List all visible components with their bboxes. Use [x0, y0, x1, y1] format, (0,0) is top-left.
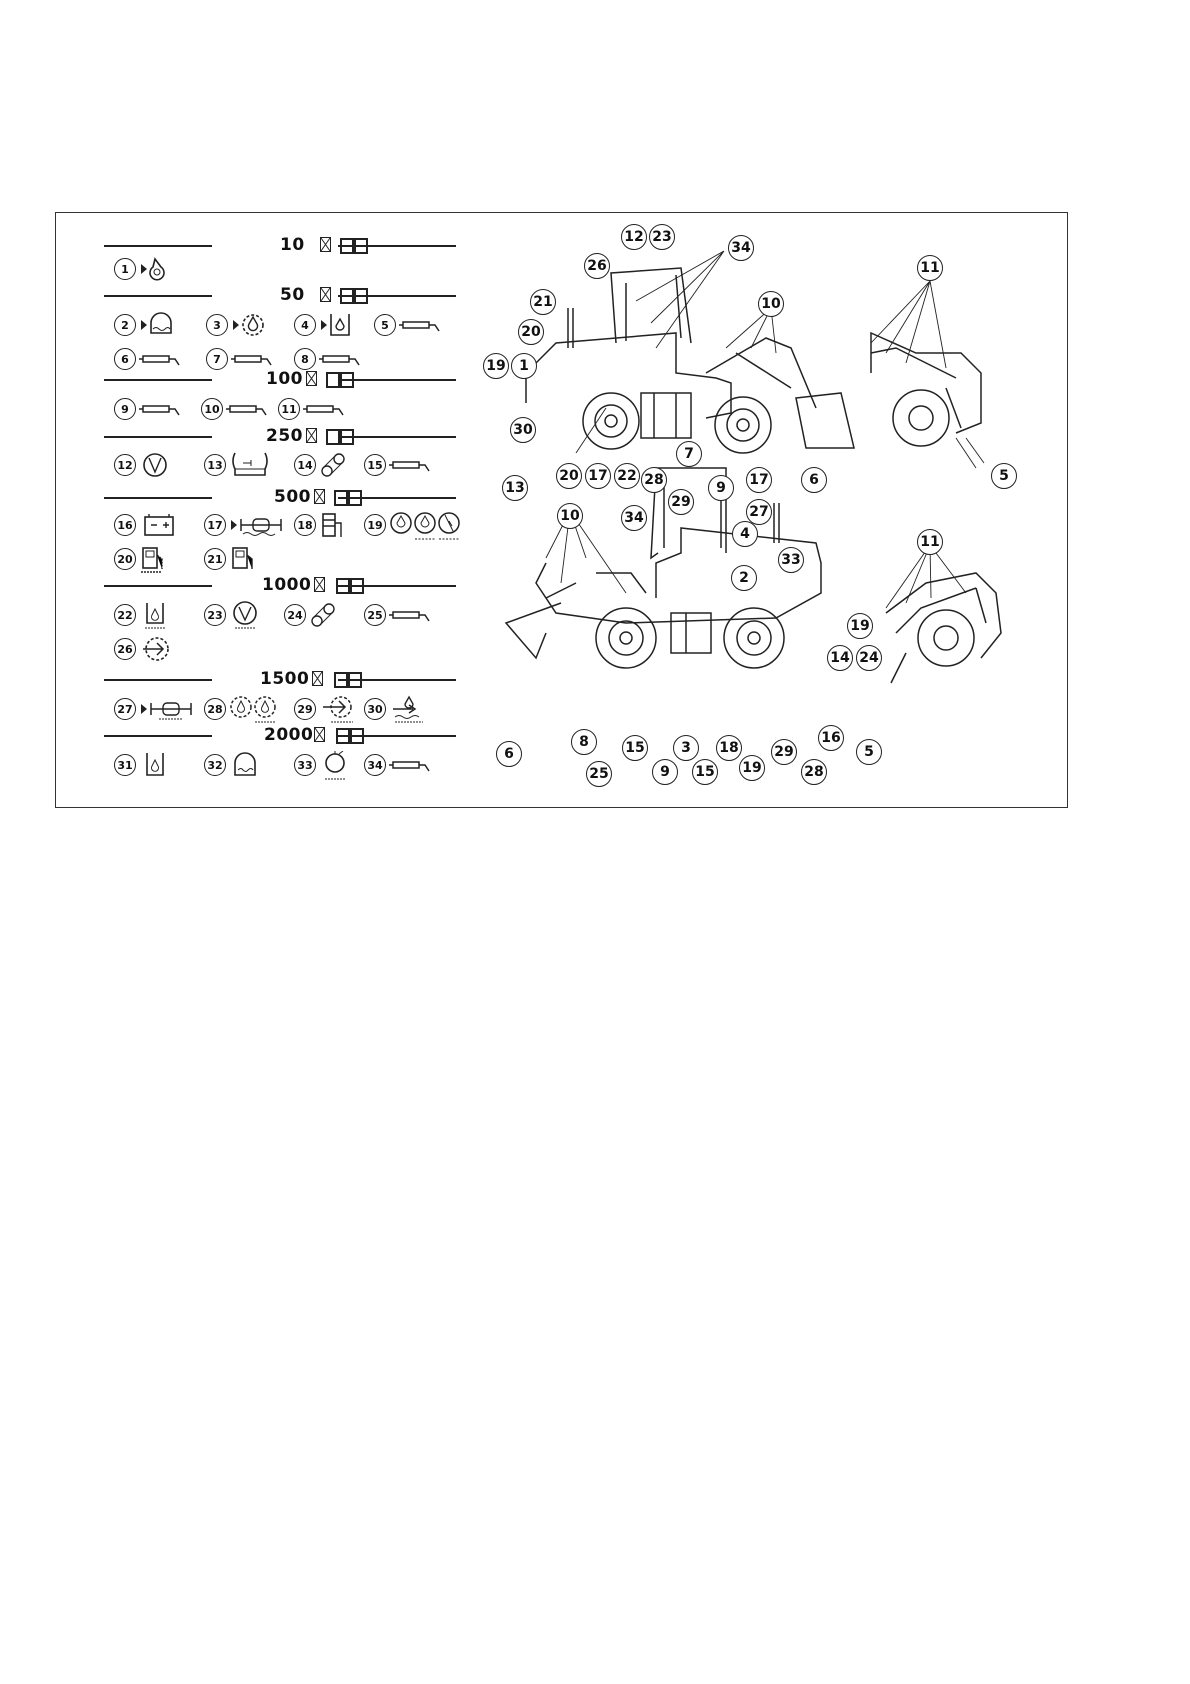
interval-header-50h	[104, 285, 456, 307]
callout-29: 29	[668, 489, 694, 515]
item-number-badge: 1	[114, 258, 136, 280]
interval-hours: 250	[266, 426, 303, 446]
coolant-drain-icon	[389, 695, 429, 725]
breather-filter-icon	[139, 635, 175, 665]
item-number-badge: 17	[204, 514, 226, 536]
callout-8: 8	[571, 729, 597, 755]
loader-side-view-right	[526, 268, 854, 453]
item-number-badge: 34	[364, 754, 386, 776]
callout-3: 3	[673, 735, 699, 761]
hydraulic-oil-change-icon	[139, 751, 171, 781]
grease-gun-icon	[389, 451, 433, 479]
maintenance-chart-frame	[55, 212, 1068, 808]
callout-33: 33	[778, 547, 804, 573]
transmission-filter-icon	[319, 695, 359, 725]
callout-17: 17	[746, 467, 772, 493]
callout-11: 11	[917, 255, 943, 281]
lubrication-interval-legend	[56, 213, 476, 809]
grease-gun-icon	[139, 395, 183, 423]
callout-13: 13	[502, 475, 528, 501]
item-number-badge: 31	[114, 754, 136, 776]
hourglass-icon	[320, 287, 331, 302]
interval-header-2000h	[104, 725, 456, 747]
item-number-badge: 33	[294, 754, 316, 776]
item-number-badge: 23	[204, 604, 226, 626]
loader-rear-view	[886, 573, 1001, 683]
belt-tension-icon	[319, 451, 349, 479]
item-number-badge: 20	[114, 548, 136, 570]
hydraulic-oil-level-icon	[319, 311, 359, 339]
fuel-filter-icon	[139, 545, 169, 575]
callout-11: 11	[917, 529, 943, 555]
callout-10: 10	[557, 503, 583, 529]
fuel-prefilter-icon	[229, 545, 259, 575]
callout-25: 25	[586, 761, 612, 787]
item-number-badge: 32	[204, 754, 226, 776]
loader-side-view-left	[506, 468, 821, 668]
callout-16: 16	[818, 725, 844, 751]
interval-hours: 2000	[264, 725, 314, 745]
callout-9: 9	[708, 475, 734, 501]
item-number-badge: 30	[364, 698, 386, 720]
grease-gun-icon	[319, 345, 363, 373]
transmission-oil-change-icon	[229, 695, 283, 725]
grease-gun-icon	[139, 345, 183, 373]
callout-14: 14	[827, 645, 853, 671]
axle-oil-change-icon	[139, 695, 193, 723]
callout-28: 28	[801, 759, 827, 785]
item-number-badge: 12	[114, 454, 136, 476]
interval-header-1500h	[104, 669, 456, 691]
callout-6: 6	[801, 467, 827, 493]
interval-hours: 100	[266, 369, 303, 389]
interval-hours: 50	[280, 285, 305, 305]
interval-header-500h	[104, 487, 456, 509]
callout-1: 1	[511, 353, 537, 379]
item-number-badge: 28	[204, 698, 226, 720]
callout-27: 27	[746, 499, 772, 525]
item-number-badge: 29	[294, 698, 316, 720]
callout-10: 10	[758, 291, 784, 317]
callout-22: 22	[614, 463, 640, 489]
callout-34: 34	[728, 235, 754, 261]
tire-pressure-icon	[229, 451, 273, 481]
item-number-badge: 18	[294, 514, 316, 536]
callout-5: 5	[856, 739, 882, 765]
grease-gun-icon	[389, 751, 433, 779]
grease-gun-icon	[399, 311, 443, 339]
callout-24: 24	[856, 645, 882, 671]
hourglass-icon	[312, 671, 323, 686]
interval-header-10h	[104, 235, 456, 257]
item-number-badge: 10	[201, 398, 223, 420]
wheel-loader-views	[476, 213, 1066, 809]
callout-19: 19	[483, 353, 509, 379]
item-number-badge: 8	[294, 348, 316, 370]
coolant-level-icon	[139, 311, 179, 339]
callout-28: 28	[641, 467, 667, 493]
callout-19: 19	[847, 613, 873, 639]
engine-oil-level-icon	[139, 255, 175, 283]
grease-gun-icon	[389, 601, 433, 629]
interval-hours: 10	[280, 235, 305, 255]
interval-hours: 1500	[260, 669, 310, 689]
item-number-badge: 2	[114, 314, 136, 336]
callout-30: 30	[510, 417, 536, 443]
item-number-badge: 13	[204, 454, 226, 476]
grease-gun-icon	[231, 345, 275, 373]
item-number-badge: 3	[206, 314, 228, 336]
hourglass-icon	[306, 428, 317, 443]
interval-hours: 1000	[262, 575, 312, 595]
air-filter-change-icon	[229, 601, 263, 631]
item-number-badge: 24	[284, 604, 306, 626]
callout-23: 23	[649, 224, 675, 250]
hourglass-icon	[306, 371, 317, 386]
belt-change-icon	[309, 601, 339, 629]
interval-header-1000h	[104, 575, 456, 597]
item-number-badge: 9	[114, 398, 136, 420]
item-number-badge: 11	[278, 398, 300, 420]
callout-19: 19	[739, 755, 765, 781]
grease-gun-icon	[303, 395, 347, 423]
air-filter-icon	[139, 451, 175, 479]
callout-15: 15	[622, 735, 648, 761]
item-number-badge: 15	[364, 454, 386, 476]
callout-15: 15	[692, 759, 718, 785]
callout-5: 5	[991, 463, 1017, 489]
item-number-badge: 16	[114, 514, 136, 536]
coolant-change-icon	[229, 751, 263, 781]
item-number-badge: 27	[114, 698, 136, 720]
hydraulic-oil-filter-change-icon	[139, 601, 171, 631]
hourglass-icon	[314, 577, 325, 592]
item-number-badge: 5	[374, 314, 396, 336]
valve-clearance-icon	[319, 751, 353, 783]
callout-20: 20	[556, 463, 582, 489]
interval-header-250h	[104, 426, 456, 448]
callout-6: 6	[496, 741, 522, 767]
hourglass-icon	[320, 237, 331, 252]
grease-gun-icon	[226, 395, 270, 423]
battery-icon	[139, 511, 179, 539]
item-number-badge: 19	[364, 514, 386, 536]
hydraulic-filter-icon	[319, 511, 349, 541]
callout-34: 34	[621, 505, 647, 531]
callout-20: 20	[518, 319, 544, 345]
item-number-badge: 26	[114, 638, 136, 660]
item-number-badge: 6	[114, 348, 136, 370]
item-number-badge: 25	[364, 604, 386, 626]
hourglass-icon	[314, 489, 325, 504]
item-number-badge: 22	[114, 604, 136, 626]
callout-7: 7	[676, 441, 702, 467]
callout-4: 4	[732, 521, 758, 547]
engine-oil-change-icon	[389, 511, 469, 543]
callout-21: 21	[530, 289, 556, 315]
callout-9: 9	[652, 759, 678, 785]
callout-17: 17	[585, 463, 611, 489]
callout-2: 2	[731, 565, 757, 591]
item-number-badge: 21	[204, 548, 226, 570]
item-number-badge: 14	[294, 454, 316, 476]
callout-26: 26	[584, 253, 610, 279]
callout-29: 29	[771, 739, 797, 765]
hourglass-icon	[314, 727, 325, 742]
axle-oil-level-icon	[229, 511, 283, 539]
callout-18: 18	[716, 735, 742, 761]
transmission-oil-level-icon	[231, 311, 271, 339]
interval-hours: 500	[274, 487, 311, 507]
item-number-badge: 7	[206, 348, 228, 370]
item-number-badge: 4	[294, 314, 316, 336]
callout-12: 12	[621, 224, 647, 250]
